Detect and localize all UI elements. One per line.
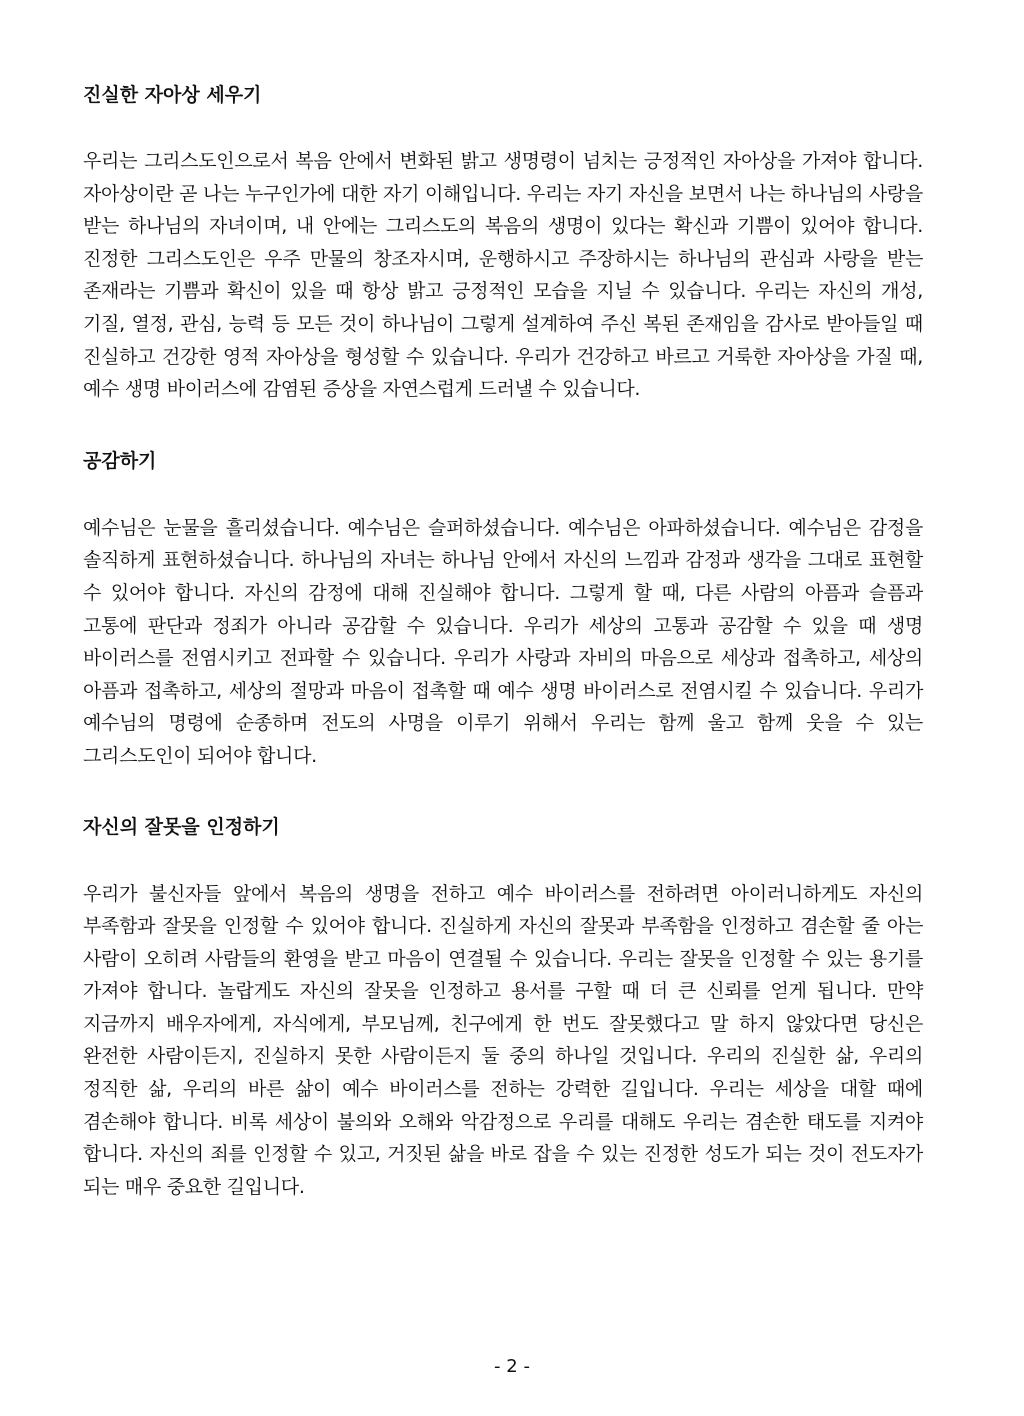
section-body: 예수님은 눈물을 흘리셨습니다. 예수님은 슬퍼하셨습니다. 예수님은 아파하셨습니다. 예수님은 감정을 솔직하게 표현하셨습니다. 하나님의 자녀는 하나님 안에서 자신의 느낌과 감정과 생각을 그대로 표현할 수 있어야 합니다. 자신의 감정에 대해 진실해야 합니다. 그렇게 할 때, 다른 사람의 아픔과 슬픔과 고통에 판단과 정죄가 아니라 공감할 수 있습니다. 우리가 세상의 고통과 공감할 수 있을 때 생명 바이러스를 전염시키고 전파할 수 있습니다. 우리가 사랑과 자비의 마음으로 세상과 접촉하고, 세상의 아픔과 접촉하고, 세상의 절망과 마음이 접촉할 때 예수 생명 바이러스로 전염시킬 수 있습니다. 우리가 예수님의 명령에 순종하며 전도의 사명을 이루기 위해서 우리는 함께 울고 함께 웃을 수 있는 그리스도인이 되어야 합니다.	[83, 516, 923, 767]
section-self-image	[83, 78, 923, 406]
page-number: - 2 -	[494, 1356, 530, 1377]
section-title: 공감하기	[83, 449, 157, 472]
section-admit-mistakes	[83, 810, 923, 1204]
section-body: 우리는 그리스도인으로서 복음 안에서 변화된 밝고 생명령이 넘치는 긍정적인 자아상을 가져야 합니다. 자아상이란 곧 나는 누구인가에 대한 자기 이해입니다. 우리는 자기 자신을 보면서 나는 하나님의 사랑을 받는 하나님의 자녀이며, 내 안에는 그리스도의 복음의 생명이 있다는 확신과 기쁨이 있어야 합니다. 진정한 그리스도인은 우주 만물의 창조자시며, 운행하시고 주장하시는 하나님의 관심과 사랑을 받는 존재라는 기쁨과 확신이 있을 때 항상 밝고 긍정적인 모습을 지닐 수 있습니다. 우리는 자신의 개성, 기질, 열정, 관심, 능력 등 모든 것이 하나님이 그렇게 설계하여 주신 복된 존재임을 감사로 받아들일 때 진실하고 건강한 영적 자아상을 형성할 수 있습니다. 우리가 건강하고 바르고 거룩한 자아상을 가질 때, 예수 생명 바이러스에 감염된 증상을 자연스럽게 드러낼 수 있습니다.	[83, 150, 923, 401]
document-content	[83, 78, 923, 1203]
section-title: 자신의 잘못을 인정하기	[83, 815, 280, 838]
section-title: 진실한 자아상 세우기	[83, 84, 262, 106]
section-empathy	[83, 444, 923, 773]
section-body: 우리가 불신자들 앞에서 복음의 생명을 전하고 예수 바이러스를 전하려면 아이러니하게도 자신의 부족함과 잘못을 인정할 수 있어야 합니다. 진실하게 자신의 잘못과 부족함을 인정하고 겸손할 줄 아는 사람이 오히려 사람들의 환영을 받고 마음이 연결될 수 있습니다. 우리는 잘못을 인정할 수 있는 용기를 가져야 합니다. 놀랍게도 자신의 잘못을 인정하고 용서를 구할 때 더 큰 신뢰를 얻게 됩니다. 만약 지금까지 배우자에게, 자식에게, 부모님께, 친구에게 한 번도 잘못했다고 말 하지 않았다면 당신은 완전한 사람이든지, 진실하지 못한 사람이든지 둘 중의 하나일 것입니다. 우리의 진실한 삶, 우리의 정직한 삶, 우리의 바른 삶이 예수 바이러스를 전하는 강력한 길입니다. 우리는 세상을 대할 때에 겸손해야 합니다. 비록 세상이 불의와 오해와 악감정으로 우리를 대해도 우리는 겸손한 태도를 지켜야 합니다. 자신의 죄를 인정할 수 있고, 거짓된 삶을 바로 잡을 수 있는 진정한 성도가 되는 것이 전도자가 되는 매우 중요한 길입니다.	[83, 882, 923, 1198]
